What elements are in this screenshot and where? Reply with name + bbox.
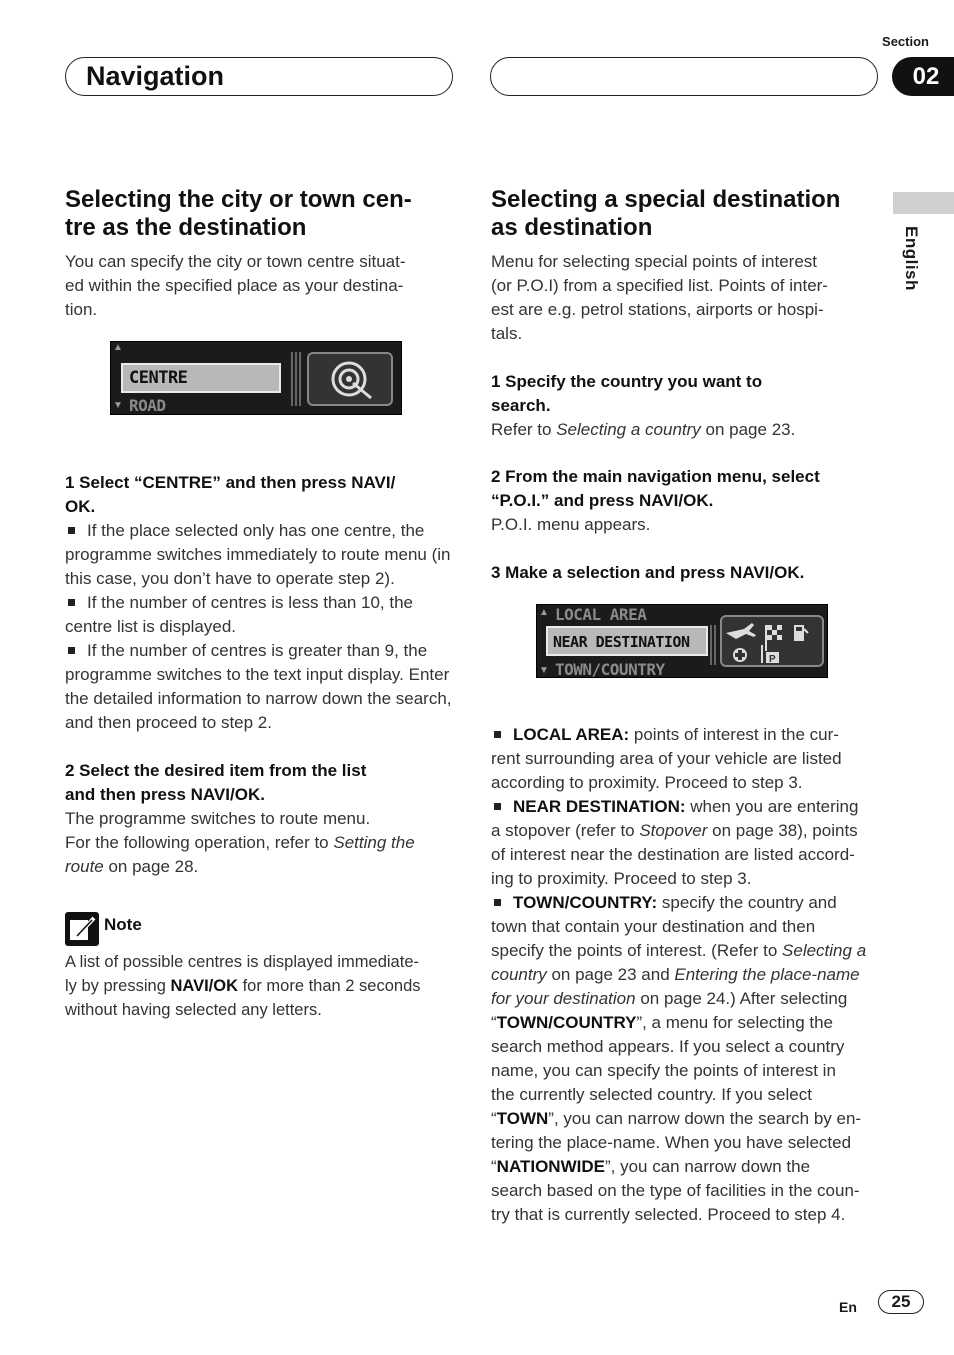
left-step-2-ref: For the following operation, refer to Setting the route on page 28.	[65, 833, 415, 876]
right-bullet-local-area: LOCAL AREA: points of interest in the cur- rent surrounding area of your vehicle are listed according to proximity. Proceed to step 3.	[491, 725, 842, 792]
poi-screen	[536, 604, 828, 678]
language-tab	[893, 192, 954, 214]
page-title: Navigation	[86, 61, 225, 91]
note-label: Note	[104, 915, 142, 934]
centre-icon-box	[307, 352, 393, 406]
right-step-3: 3 Make a selection and press NAVI/OK.	[491, 563, 805, 582]
right-step-1: 1 Specify the country you want to search.	[491, 372, 763, 415]
parking-icon	[762, 645, 779, 665]
divider-hatch	[710, 625, 718, 665]
header-title-box	[65, 57, 453, 96]
right-step-2: 2 From the main navigation menu, select “P.O.I.” and press NAVI/OK.	[491, 467, 820, 510]
up-arrow-icon: ▲	[113, 342, 123, 353]
left-heading: Selecting the city or town cen- tre as the destination	[65, 186, 412, 241]
section-number-badge: 02	[892, 57, 954, 96]
language-label: English	[902, 226, 921, 291]
right-step-2-text: P.O.I. menu appears.	[491, 515, 651, 534]
left-bullet-2: If the number of centres is less than 10, the centre list is displayed.	[65, 593, 414, 636]
left-step-2-text: The programme switches to route menu.	[65, 809, 371, 828]
down-arrow-icon: ▼	[539, 665, 549, 676]
left-intro: You can specify the city or town centre situat- ed within the specified place as your destina- tion.	[65, 252, 406, 319]
right-bullet-town-country: TOWN/COUNTRY: specify the country and town that contain your destination and then specify the points of interest. (Refer to Selecting a country on page 23 and Entering the place-name for your destination on page 24.) After selecting “TOWN/COUNTRY”, a menu for selecting the search method appears. If you select a country name, you can specify the points of interest in the currently selected country. If you select “TOWN”, you can narrow down the search by en- tering the place-name. When you have selected “NATIONWIDE”, you can narrow down the search based on the type of facilities in the coun- try that is currently selected. Proceed to step 4.	[491, 893, 867, 1224]
right-step-1-text: Refer to Selecting a country on page 23.	[491, 420, 796, 439]
svg-text:P: P	[769, 654, 776, 665]
centre-next-item: ROAD	[129, 396, 166, 415]
poi-icon-box	[720, 615, 824, 667]
bullet-square-icon	[494, 803, 501, 810]
up-arrow-icon: ▲	[539, 607, 549, 618]
poi-category-icons	[722, 617, 822, 665]
centre-selected-item: CENTRE	[121, 363, 281, 393]
header-right-box	[490, 57, 878, 96]
left-step-2: 2 Select the desired item from the list and then press NAVI/OK.	[65, 761, 367, 804]
left-bullet-3: If the number of centres is greater than 9, the programme switches to the text input display. Enter the detailed information to narrow down the search, and then proceed to step 2.	[65, 641, 452, 732]
left-step-1: 1 Select “CENTRE” and then press NAVI/ OK.	[65, 473, 396, 516]
fuel-pump-icon	[794, 625, 808, 641]
airplane-icon	[726, 623, 756, 639]
chequered-flag-icon	[766, 625, 782, 651]
poi-selected-item: NEAR DESTINATION	[546, 626, 708, 656]
bullet-square-icon	[494, 731, 501, 738]
divider-hatch	[291, 352, 303, 406]
right-bullet-near-destination: NEAR DESTINATION: when you are entering a stopover (refer to Stopover on page 38), points of interest near the destination are listed accord- ing to proximity. Proceed to step 3.	[491, 797, 859, 888]
bullet-square-icon	[68, 599, 75, 606]
down-arrow-icon: ▼	[113, 400, 123, 411]
bullet-square-icon	[68, 527, 75, 534]
right-intro: Menu for selecting special points of interest (or P.O.I) from a specified list. Points of inter- est are e.g. petrol stations, airports or hospi- tals.	[491, 252, 828, 343]
bullet-square-icon	[494, 899, 501, 906]
note-text: A list of possible centres is displayed immediate- ly by pressing NAVI/OK for more than 2 seconds without having selected any letters.	[65, 953, 421, 1019]
poi-next-item: TOWN/COUNTRY	[555, 660, 665, 678]
right-heading: Selecting a special destination as destination	[491, 186, 841, 241]
bullet-square-icon	[68, 647, 75, 654]
centre-screen	[110, 341, 402, 415]
section-label: Section	[882, 34, 929, 49]
note-icon	[65, 912, 99, 946]
poi-previous-item: LOCAL AREA	[555, 605, 647, 624]
footer-language: En	[839, 1299, 857, 1315]
left-bullet-1: If the place selected only has one centre, the programme switches immediately to route menu (in this case, you don’t have to operate step 2).	[65, 521, 451, 588]
target-icon	[309, 354, 391, 404]
hospital-icon	[733, 648, 747, 662]
page-number: 25	[878, 1290, 924, 1314]
